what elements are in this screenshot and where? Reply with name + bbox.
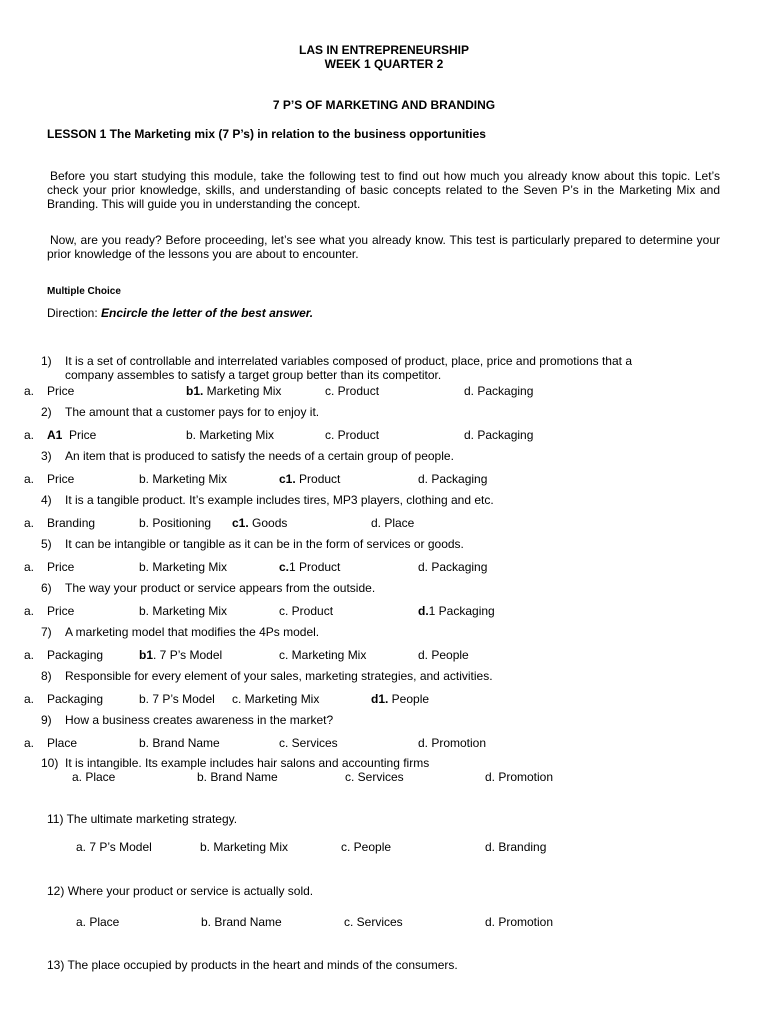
option-c[interactable]: c. People <box>341 840 392 854</box>
question-number: 11) <box>47 812 64 826</box>
question-12 <box>47 884 313 898</box>
direction-prefix: Direction: <box>47 306 102 320</box>
question-text: The place occupied by products in the heart and minds of the consumers. <box>67 958 458 972</box>
question-9 <box>41 713 333 727</box>
option-text: Product <box>295 472 341 486</box>
doc-header-line2: WEEK 1 QUARTER 2 <box>324 57 444 71</box>
option-d[interactable]: d. Branding <box>485 840 547 854</box>
option-b[interactable]: b. Marketing Mix <box>139 604 228 618</box>
option-prefix: a. <box>24 560 35 574</box>
option-a[interactable] <box>47 428 96 442</box>
option-b[interactable]: b. Marketing Mix <box>139 560 228 574</box>
option-b[interactable]: b. Marketing Mix <box>186 428 275 442</box>
option-c[interactable]: c. Services <box>344 915 403 929</box>
option-text: Marketing Mix <box>203 384 282 398</box>
question-10 <box>41 756 429 770</box>
answer-mark: c. <box>279 560 290 574</box>
option-c[interactable]: c. Marketing Mix <box>232 692 320 706</box>
option-d[interactable]: d. Promotion <box>418 736 487 750</box>
answer-mark: d1. <box>371 692 389 706</box>
option-a[interactable]: Price <box>47 384 75 398</box>
section-label: Multiple Choice <box>47 286 121 297</box>
option-d[interactable]: d. Packaging <box>418 560 488 574</box>
direction <box>47 306 313 320</box>
option-a[interactable]: a. 7 P’s Model <box>76 840 152 854</box>
question-number: 7) <box>41 625 52 639</box>
question-number: 5) <box>41 537 52 551</box>
question-4 <box>41 493 494 507</box>
option-prefix: a. <box>24 472 35 486</box>
question-number: 9) <box>41 713 52 727</box>
question-text: The ultimate marketing strategy. <box>66 812 238 826</box>
answer-mark: c1. <box>232 516 249 530</box>
question-6 <box>41 581 375 595</box>
page-title: 7 P’S OF MARKETING AND BRANDING <box>272 98 496 112</box>
option-c[interactable] <box>232 516 287 530</box>
option-prefix: a. <box>24 692 35 706</box>
answer-mark: b1. <box>186 384 204 398</box>
lesson-title: LESSON 1 The Marketing mix (7 P’s) in relation to the business opportunities <box>47 127 486 141</box>
question-text: The amount that a customer pays for to enjoy it. <box>65 405 320 419</box>
question-number: 3) <box>41 449 52 463</box>
option-b[interactable] <box>139 648 222 662</box>
question-text: An item that is produced to satisfy the needs of a certain group of people. <box>65 449 454 463</box>
option-text: 1 Product <box>289 560 341 574</box>
question-text: It is a set of controllable and interrelated variables composed of product, place, price and promotions that a <box>65 354 632 368</box>
option-b[interactable]: b. Brand Name <box>201 915 282 929</box>
option-c[interactable]: c. Product <box>279 604 334 618</box>
option-a[interactable]: Price <box>47 560 75 574</box>
option-a[interactable]: a. Place <box>76 915 120 929</box>
doc-header-line1: LAS IN ENTREPRENEURSHIP <box>298 43 470 57</box>
option-a[interactable]: a. Place <box>72 770 116 784</box>
option-c[interactable]: c. Product <box>325 428 380 442</box>
question-text: Responsible for every element of your sales, marketing strategies, and activities. <box>65 669 493 683</box>
question-13 <box>47 958 458 972</box>
question-number: 8) <box>41 669 52 683</box>
option-prefix: a. <box>24 516 35 530</box>
option-text: Price <box>62 428 97 442</box>
direction-text: Encircle the letter of the best answer. <box>101 306 314 320</box>
question-7 <box>41 625 319 639</box>
option-d[interactable]: d. Place <box>371 516 415 530</box>
option-b[interactable]: b. Brand Name <box>139 736 220 750</box>
option-d[interactable]: d. Packaging <box>418 472 488 486</box>
question-1 <box>41 354 721 382</box>
question-number: 4) <box>41 493 52 507</box>
option-d[interactable]: d. Packaging <box>464 384 534 398</box>
question-text: It is a tangible product. It’s example includes tires, MP3 players, clothing and etc. <box>65 493 494 507</box>
question-number: 1) <box>41 354 52 368</box>
question-text-continued: company assembles to satisfy a target group better than its competitor. <box>65 368 442 382</box>
option-d[interactable] <box>371 692 429 706</box>
option-d[interactable]: d. Promotion <box>485 770 554 784</box>
answer-mark: c1. <box>279 472 296 486</box>
question-8 <box>41 669 493 683</box>
question-number: 13) <box>47 958 65 972</box>
question-5 <box>41 537 464 551</box>
option-a[interactable]: Price <box>47 604 75 618</box>
option-b[interactable]: b. 7 P’s Model <box>139 692 215 706</box>
question-number: 2) <box>41 405 52 419</box>
question-number: 10) <box>41 756 59 770</box>
question-text: Where your product or service is actually sold. <box>67 884 314 898</box>
option-d[interactable] <box>418 604 495 618</box>
answer-mark: d. <box>418 604 429 618</box>
option-prefix: a. <box>24 604 35 618</box>
option-b[interactable]: b. Marketing Mix <box>139 472 228 486</box>
option-a[interactable]: Place <box>47 736 78 750</box>
question-text: It can be intangible or tangible as it can be in the form of services or goods. <box>65 537 464 551</box>
question-number: 6) <box>41 581 52 595</box>
option-b[interactable]: b. Brand Name <box>197 770 278 784</box>
option-a[interactable]: Branding <box>47 516 96 530</box>
option-text: Goods <box>248 516 288 530</box>
intro-paragraph-2: Now, are you ready? Before proceeding, let’s see what you already know. This test is particularly prepared to determine your prior knowledge of the lessons you are about to encounter. <box>47 233 720 261</box>
question-text: The way your product or service appears from the outside. <box>65 581 376 595</box>
option-a[interactable]: Packaging <box>47 648 104 662</box>
option-d[interactable]: d. Packaging <box>464 428 534 442</box>
option-c[interactable]: c. Marketing Mix <box>279 648 367 662</box>
question-11 <box>47 812 237 826</box>
option-b[interactable]: b. Marketing Mix <box>200 840 289 854</box>
question-2 <box>41 405 319 419</box>
question-text: How a business creates awareness in the market? <box>65 713 334 727</box>
option-c[interactable]: c. Services <box>345 770 404 784</box>
intro-paragraph-1: Before you start studying this module, take the following test to find out how much you already know about this topic. Let’s check your prior knowledge, skills, and understanding of basic concepts related to the Seven P’s in the Marketing Mix and Branding. This will guide you in understanding the concept. <box>47 169 720 211</box>
option-a[interactable]: Packaging <box>47 692 104 706</box>
option-prefix: a. <box>24 736 35 750</box>
option-b[interactable] <box>186 384 281 398</box>
option-text: People <box>388 692 430 706</box>
answer-mark: b1 <box>139 648 154 662</box>
question-text: A marketing model that modifies the 4Ps model. <box>65 625 320 639</box>
option-text: . 7 P’s Model <box>153 648 223 662</box>
option-c[interactable]: c. Services <box>279 736 338 750</box>
option-a[interactable]: Price <box>47 472 75 486</box>
answer-mark: A1 <box>47 428 63 442</box>
question-number: 12) <box>47 884 65 898</box>
option-d[interactable]: d. People <box>418 648 469 662</box>
option-c[interactable]: c. Product <box>325 384 380 398</box>
option-c[interactable] <box>279 560 340 574</box>
option-b[interactable]: b. Positioning <box>139 516 212 530</box>
option-prefix: a. <box>24 384 35 398</box>
option-prefix: a. <box>24 648 35 662</box>
question-3 <box>41 449 454 463</box>
option-text: 1 Packaging <box>428 604 495 618</box>
option-prefix: a. <box>24 428 35 442</box>
option-d[interactable]: d. Promotion <box>485 915 554 929</box>
question-text: It is intangible. Its example includes hair salons and accounting firms <box>65 756 430 770</box>
option-c[interactable] <box>279 472 340 486</box>
